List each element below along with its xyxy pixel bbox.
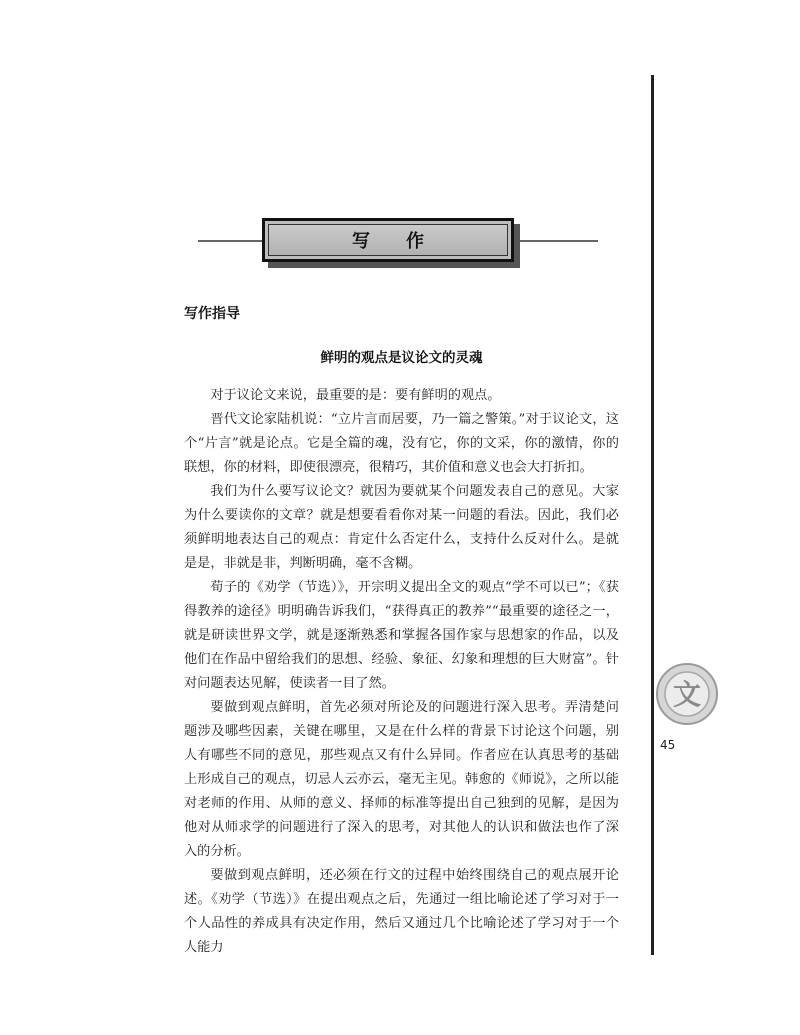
body-paragraph: 对于议论文来说，最重要的是：要有鲜明的观点。: [210, 388, 501, 403]
article-body: [184, 384, 619, 960]
banner-line-right: [520, 240, 598, 242]
body-paragraph: 荀子的《劝学（节选）》，开宗明义提出全文的观点“学不可以已”；《获得教养的途径》明明确告诉我们，“获得真正的教养”“最重要的途径之一，就是研读世界文学，就是逐渐熟悉和掌握各国作家与思想家的作品，以及他们在作品中留给我们的思想、经验、象征、幻象和理想的巨大财富”。针对问题表达见解，使读者一目了然。: [184, 580, 619, 691]
page-number: 45: [660, 738, 676, 752]
banner-line-left: [198, 240, 264, 242]
section-banner-inner: [268, 224, 508, 256]
vertical-margin-rule: [651, 75, 654, 955]
section-title: 写作: [352, 231, 460, 252]
body-paragraph: 晋代文论家陆机说：“立片言而居要，乃一篇之警策。”对于议论文，这个“片言”就是论点。它是全篇的魂，没有它，你的文采，你的激情，你的联想，你的材料，即使很漂亮，很精巧，其价值和意义也会大打折扣。: [184, 412, 619, 475]
section-banner: [262, 218, 514, 262]
body-paragraph: 我们为什么要写议论文？就因为要就某个问题发表自己的意见。大家为什么要读你的文章？就是想要看看你对某一问题的看法。因此，我们必须鲜明地表达自己的观点：肯定什么否定什么，支持什么反对什么。是就是是，非就是非，判断明确，毫不含糊。: [184, 484, 619, 571]
chapter-emblem-icon: [655, 662, 719, 726]
body-paragraph: 要做到观点鲜明，首先必须对所论及的问题进行深入思考。弄清楚问题涉及哪些因素，关键在哪里，又是在什么样的背景下讨论这个问题，别人有哪些不同的意见，那些观点又有什么异同。作者应在认真思考的基础上形成自己的观点，切忌人云亦云，毫无主见。韩愈的《师说》，之所以能对老师的作用、从师的意义、择师的标准等提出自己独到的见解，是因为他对从师求学的问题进行了深入的思考，对其他人的认识和做法也作了深入的分析。: [184, 700, 619, 859]
emblem-glyph: 文: [672, 678, 702, 711]
article-title: 鲜明的观点是议论文的灵魂: [320, 350, 483, 366]
body-paragraph: 要做到观点鲜明，还必须在行文的过程中始终围绕自己的观点展开论述。《劝学（节选）》在提出观点之后，先通过一组比喻论述了学习对于一个人品性的养成具有决定作用，然后又通过几个比喻论述了学习对于一个人能力: [184, 868, 619, 955]
subsection-title: 写作指导: [184, 306, 240, 322]
